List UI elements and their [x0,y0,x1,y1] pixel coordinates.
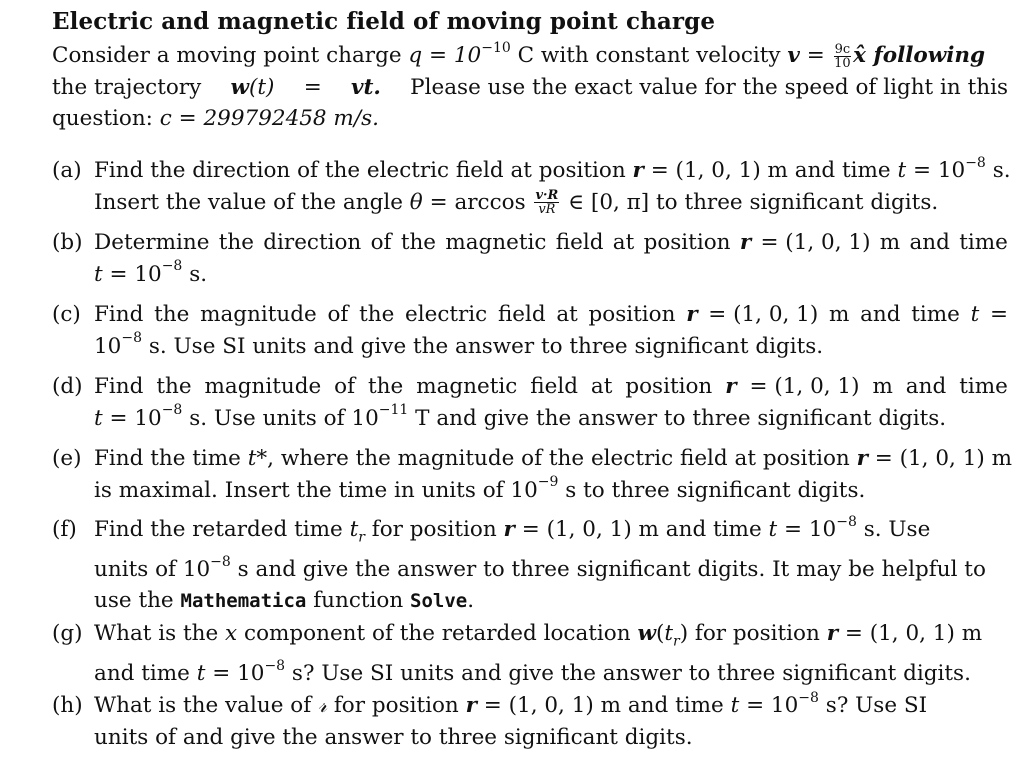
intro-line-2: the trajectory w(t) = vt. Please use the exact value for the speed of light in this [52,74,1008,100]
angle-fraction: $\frac{v\cdot R}{vR}$ [535,188,559,217]
intro-line-1: Consider a moving point charge $q = 10^{-10}$ C with constant velocity v = $\frac{9c}{10}$ x̂ following [52,39,986,71]
problem-page: Electric and magnetic field of moving point charge Consider a moving point charge $q = 10^{-10}$ C with constant velocity v = $\frac{9c}{10}$ x̂ following the trajectory w(t) = vt. Please use the exact value for the speed of light in this question: c = 299792458 m/s. (a) Find the direction of the electric field at position r = (1, 0, 1) m and time $t = 10^{-8}$ s. Insert the value of the angle θ = arccos $\frac{v\cdot R}{vR}$ ∈ [0, π] to three significant digits. (b) Determine the direction of the magnetic field at position r = (1, 0, 1) m and time $t = 10^{-8}$ s. (c) Find the magnitude of the electric field at position r = (1, 0, 1) m and time t = $10^{-8}$ s. Use SI units and give the answer to three significant digits. (d) Find the magnitude of the magnetic field at position r = (1, 0, 1) m and time $t = 10^{-8}$ s. Use units of $10^{-11}$ T and give the answer to three significant digits. (e) Find the time t*, where the magnitude of the electric field at position r = (1, 0, 1) m is maximal. Insert the time in units of $10^{-9}$ s to three significant digits. (f) Find the retarded time $t_r$ for position r = (1, 0, 1) m and time $t = 10^{-8}$ s. Use units of $10^{-8}$ s and give the answer to three significant digits. It may be helpful to use the Mathematica function Solve. (g) What is the x component of the retarded location $w(t_r)$ for position r = (1, 0, 1) m and time $t = 10^{-8}$ s? Use SI units and give the answer to three significant digits. (h) What is the value of 𝓇 for position r = (1, 0, 1) m and time $t = 10^{-8}$ s? Use SI units of and give the answer to three significant digits. [52,8,1012,750]
problem-intro [52,40,1008,135]
velocity-fraction: $\frac{9c}{10}$ [834,41,851,71]
intro-line-3: question: c = 299792458 m/s. [52,106,379,131]
problem-title: Electric and magnetic field of moving point charge [52,8,716,35]
